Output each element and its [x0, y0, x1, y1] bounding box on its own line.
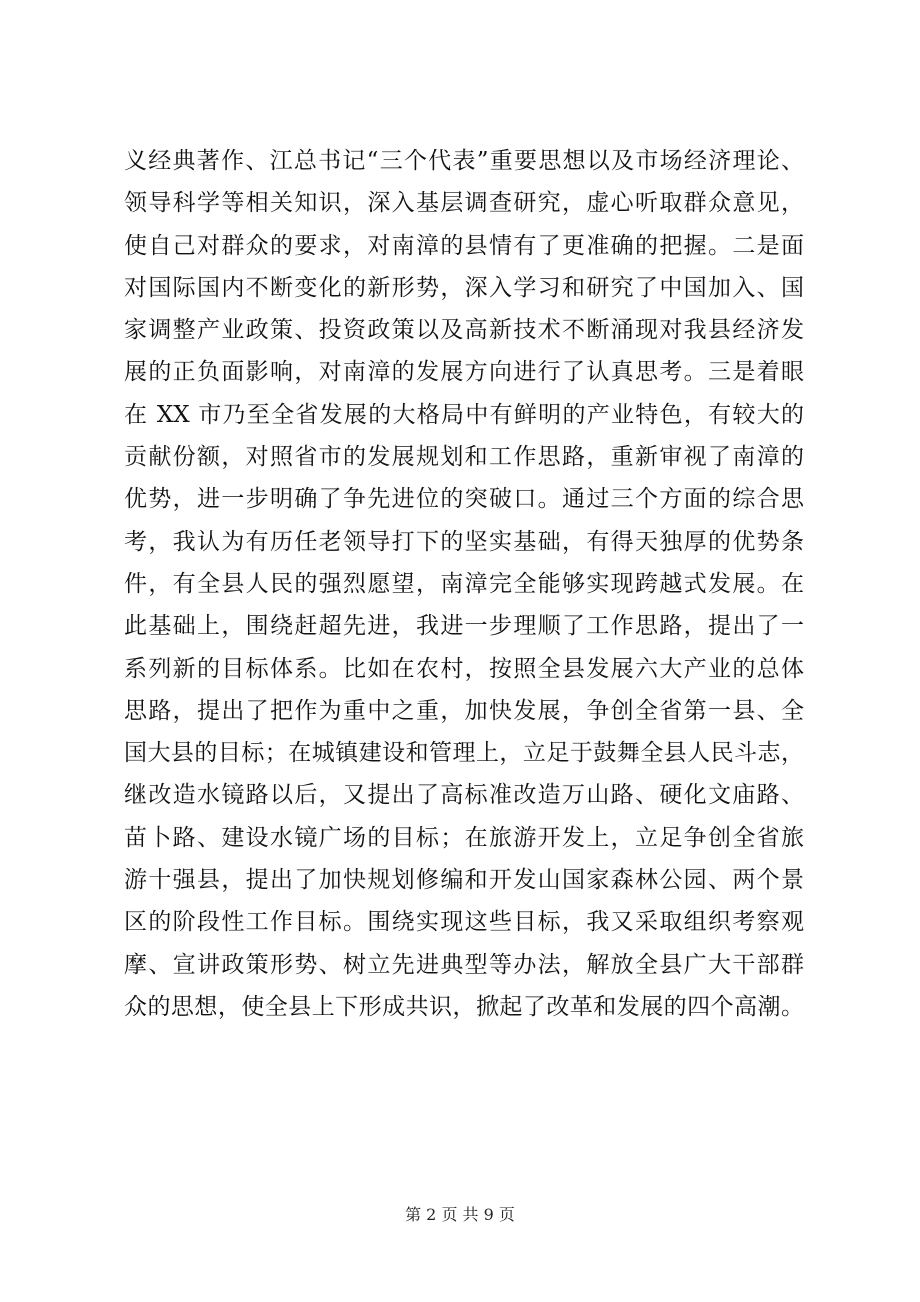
text-line: 继改造水镜路以后，又提出了高标准改造万山路、硬化文庙路、: [124, 782, 804, 809]
text-line: 苗卜路、建设水镜广场的目标；在旅游开发上，立足争创全省旅: [124, 824, 804, 851]
text-line: 众的思想，使全县上下形成共识，掀起了改革和发展的四个高潮。: [124, 993, 804, 1020]
text-line: 区的阶段性工作目标。围绕实现这些目标，我又采取组织考察观: [124, 909, 804, 936]
text-line: 优势，进一步明确了争先进位的突破口。通过三个方面的综合思: [124, 486, 804, 513]
text-line: 国大县的目标；在城镇建设和管理上，立足于鼓舞全县人民斗志，: [124, 740, 804, 767]
page-footer: 第 2 页 共 9 页: [405, 1205, 515, 1224]
text-line: 系列新的目标体系。比如在农村，按照全县发展六大产业的总体: [124, 655, 804, 682]
text-line: 义经典著作、江总书记“三个代表”重要思想以及市场经济理论、: [124, 148, 804, 174]
body-paragraph: [124, 140, 804, 1028]
text-line: 思路，提出了把作为重中之重，加快发展，争创全省第一县、全: [124, 697, 804, 724]
text-line: 游十强县，提出了加快规划修编和开发山国家森林公园、两个景: [124, 867, 804, 894]
text-line: 贡献份额，对照省市的发展规划和工作思路，重新审视了南漳的: [124, 444, 804, 471]
text-line: 对国际国内不断变化的新形势，深入学习和研究了中国加入、国: [124, 274, 804, 301]
text-line: 摩、宣讲政策形势、树立先进典型等办法，解放全县广大干部群: [124, 951, 804, 978]
text-line: 使自己对群众的要求，对南漳的县情有了更准确的把握。二是面: [124, 232, 804, 259]
text-line: 展的正负面影响，对南漳的发展方向进行了认真思考。三是着眼: [124, 359, 804, 386]
text-line: 此基础上，围绕赶超先进，我进一步理顺了工作思路，提出了一: [124, 613, 804, 640]
text-line: 家调整产业政策、投资政策以及高新技术不断涌现对我县经济发: [124, 317, 804, 344]
text-line: 件，有全县人民的强烈愿望，南漳完全能够实现跨越式发展。在: [124, 570, 804, 597]
text-line: 在 XX 市乃至全省发展的大格局中有鲜明的产业特色，有较大的: [124, 401, 804, 428]
text-line: 领导科学等相关知识，深入基层调查研究，虚心听取群众意见，: [124, 190, 804, 217]
text-line: 考，我认为有历任老领导打下的坚实基础，有得天独厚的优势条: [124, 528, 804, 555]
